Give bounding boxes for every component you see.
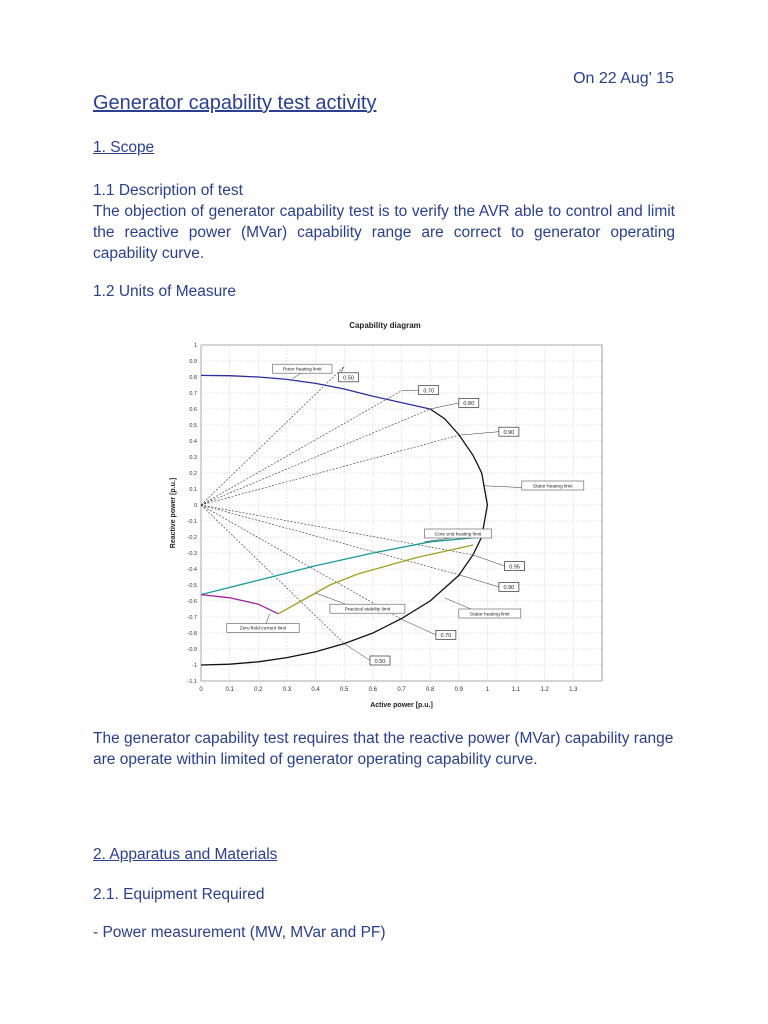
y-tick-label: 0.5 xyxy=(189,423,197,429)
y-tick-label: 1 xyxy=(193,343,197,349)
x-tick-label: 0.1 xyxy=(225,687,234,693)
pf-label: 0.70 xyxy=(440,633,452,640)
chart-followup-paragraph: The generator capability test requires that the reactive power (MVar) capability range are operate within limited of generator operating capability curve. xyxy=(93,730,674,768)
document-date: On 22 Aug' 15 xyxy=(573,70,674,87)
x-tick-label: 0.3 xyxy=(282,687,292,693)
y-axis-label: Reactive power [p.u.] xyxy=(170,477,177,549)
pf-label: 0.50 xyxy=(374,658,386,665)
chart-title: Capability diagram xyxy=(349,321,421,330)
pf-label: 0.80 xyxy=(463,401,475,408)
y-tick-label: 0.1 xyxy=(189,487,197,493)
x-tick-label: 0.2 xyxy=(254,687,263,693)
x-tick-label: 0.6 xyxy=(368,687,378,693)
pf-label: 0.95 xyxy=(509,564,520,571)
x-tick-label: 0.5 xyxy=(340,687,349,693)
x-tick-label: 0 xyxy=(199,687,203,693)
x-tick-label: 1 xyxy=(485,687,490,693)
annotation-label: Practical stability limit xyxy=(344,607,391,613)
annotation-label: Rotor heating limit xyxy=(282,367,322,373)
x-tick-label: 0.7 xyxy=(397,687,406,693)
y-tick-label: -0.8 xyxy=(187,631,197,637)
y-tick-label: 0.8 xyxy=(189,375,197,381)
y-tick-label: -0.7 xyxy=(187,615,197,621)
description-paragraph: The objection of generator capability test is to verify the AVR able to control and limit the reactive power (MVar) capability range are correct to generator operating capability curve. xyxy=(93,203,675,262)
x-tick-label: 1.2 xyxy=(540,687,549,693)
y-tick-label: -0.4 xyxy=(187,567,197,573)
section-heading-apparatus: 2. Apparatus and Materials xyxy=(93,846,278,863)
y-tick-label: 0.2 xyxy=(189,471,197,477)
pf-label: 0.90 xyxy=(503,430,515,436)
capability-chart xyxy=(165,315,605,715)
x-tick-label: 0.9 xyxy=(454,687,463,693)
y-tick-label: -0.1 xyxy=(187,519,197,525)
subheading-units: 1.2 Units of Measure xyxy=(93,283,237,300)
y-tick-label: -0.5 xyxy=(187,583,197,589)
y-tick-label: 0.6 xyxy=(189,407,197,413)
document-title: Generator capability test activity xyxy=(93,92,377,114)
annotation-label: Core end heating limit xyxy=(434,532,482,538)
x-axis-label: Active power [p.u.] xyxy=(370,702,433,709)
pf-label: 0.50 xyxy=(343,375,354,382)
subheading-description: 1.1 Description of test xyxy=(93,182,243,199)
x-tick-label: 1.1 xyxy=(511,687,521,693)
pf-label: 0.90 xyxy=(503,585,515,592)
y-tick-label: -0.2 xyxy=(187,535,197,541)
section-heading-scope: 1. Scope xyxy=(93,139,155,156)
y-tick-label: -0.6 xyxy=(187,599,197,605)
y-tick-label: -0.3 xyxy=(187,551,197,557)
y-tick-label: 0.4 xyxy=(189,439,197,445)
x-tick-label: 1.3 xyxy=(569,687,578,693)
y-tick-label: 0.3 xyxy=(189,455,197,461)
y-tick-label: 0.7 xyxy=(189,391,197,397)
y-tick-label: -1 xyxy=(192,663,197,669)
annotation-label: Stator heating limit xyxy=(532,484,573,490)
y-tick-label: -1.1 xyxy=(187,679,197,685)
subheading-equipment: 2.1. Equipment Required xyxy=(93,886,265,903)
y-tick-label: 0.9 xyxy=(189,359,197,365)
x-tick-label: 0.4 xyxy=(311,687,320,693)
x-tick-label: 0.8 xyxy=(425,687,435,693)
annotation-label: Stator heating limit xyxy=(469,612,510,618)
annotation-label: Zero field-current limit xyxy=(239,626,287,632)
equipment-item: - Power measurement (MW, MVar and PF) xyxy=(93,924,386,941)
y-tick-label: -0.9 xyxy=(187,647,197,653)
y-tick-label: 0 xyxy=(193,503,197,509)
pf-label: 0.70 xyxy=(423,388,435,395)
